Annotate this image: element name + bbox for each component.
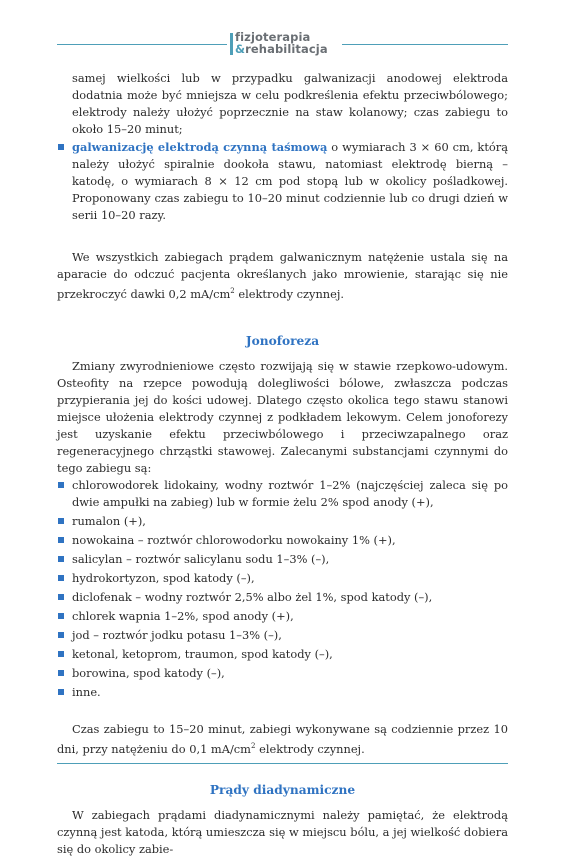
list-item (57, 513, 508, 530)
superscript: 2 (250, 741, 256, 750)
list-item (57, 551, 508, 568)
list-item-text: chlorek wapnia 1–2%, spod anody (+), (72, 608, 294, 623)
section-heading-jonoforeza: Jonoforeza (245, 333, 320, 348)
page-body (57, 70, 508, 858)
bullet-square-icon (58, 670, 64, 676)
bullet-square-icon (58, 613, 64, 619)
list-item-text: diclofenak – wodny roztwór 2,5% albo żel 1%, spod katody (–), (72, 589, 433, 604)
bullet-square-icon (58, 144, 64, 150)
paragraph-jonoforeza-outro (57, 721, 508, 758)
logo-bar (230, 33, 233, 55)
list-item (57, 589, 508, 606)
paragraph-tail: elektrody czynnej. (234, 286, 345, 301)
list-item (57, 477, 508, 511)
bullet-square-icon (58, 482, 64, 488)
bullet-square-icon (58, 556, 64, 562)
paragraph-galwanizacja-dose (57, 249, 508, 303)
journal-logo (230, 31, 338, 57)
bullet-square-icon (58, 632, 64, 638)
list-item (57, 665, 508, 682)
continued-paragraph: samej wielkości lub w przypadku galwanizacji anodowej elektroda dodatnia może być mniejsza w celu podkreślenia efektu przeciwbólowego; elektrody należy ułożyć poprzecznie na staw kolanowy; czas zabiegu to około 15–20 minut; (72, 71, 508, 136)
paragraph-diadynamic: W zabiegach prądami diadynamicznymi należy pamiętać, że elektrodą czynną jest katoda, którą umieszcza się w miejscu bólu, a jej wielkość dobiera się do okolicy zabie- (57, 807, 508, 856)
list-item-text: o wymiarach 3 × 60 cm, którą należy ułożyć spiralnie dookoła stawu, natomiast elektrodę bierną – katodę, o wymiarach 8 × 12 cm pod stopą lub w okolicy pośladkowej. Proponowany czas zabiegu to 10–20 minut codziennie lub co drugi dzień w serii 10–20 razy. (72, 140, 508, 222)
bullet-square-icon (58, 518, 64, 524)
bullet-square-icon (58, 651, 64, 657)
paragraph-jonoforeza-intro: Zmiany zwyrodnieniowe często rozwijają się w stawie rzepkowo-udowym. Osteofity na rzepce powodują dolegliwości bólowe, zwłaszcza podczas przypierania jej do kości udowej. Dlatego często okolica tego stawu stanowi miejsce ułożenia elektrody czynnej z podkładem lekowym. Celem jonoforezy jest uzyskanie efektu przeciwbólowego i przeciwzapalnego oraz regeneracyjnego chrząstki stawowej. Zalecanymi substancjami czynnymi do tego zabiegu są: (57, 358, 508, 475)
header-rule-left (57, 44, 227, 45)
list-item-text: chlorowodorek lidokainy, wodny roztwór 1–2% (najczęściej zaleca się po dwie ampułki na zabieg) lub w formie żelu 2% spod anody (+), (72, 477, 508, 509)
paragraph-tail: elektrody czynnej. (255, 741, 365, 756)
logo-line-2-text: rehabilitacja (245, 42, 328, 56)
list-item (57, 532, 508, 549)
bullet-square-icon (58, 575, 64, 581)
list-item (57, 646, 508, 663)
list-item-text: ketonal, ketoprom, traumon, spod katody (–), (72, 646, 333, 661)
list-item (57, 684, 508, 701)
paragraph-text: Czas zabiegu to 15–20 minut, zabiegi wykonywane są codziennie przez 10 dni, przy natężeniu do 0,1 mA/cm (57, 721, 508, 756)
substances-list (57, 477, 508, 701)
list-item-text: rumalon (+), (72, 513, 146, 528)
list-item-text: borowina, spod katody (–), (72, 665, 225, 680)
bullet-square-icon (58, 537, 64, 543)
list-item-text: jod – roztwór jodku potasu 1–3% (–), (72, 627, 282, 642)
list-item-text: nowokaina – roztwór chlorowodorku nowokainy 1% (+), (72, 532, 396, 547)
highlighted-term: galwanizację elektrodą czynną taśmową (72, 140, 328, 154)
list-item (57, 608, 508, 625)
logo-line-2 (235, 43, 328, 55)
bullet-square-icon (58, 594, 64, 600)
list-item-text: hydrokortyzon, spod katody (–), (72, 570, 255, 585)
list-item-text: inne. (72, 684, 101, 699)
section-heading-diadynamic: Prądy diadynamiczne (209, 782, 356, 797)
logo-ampersand: & (235, 42, 246, 56)
list-item-text: salicylan – roztwór salicylanu sodu 1–3% (–), (72, 551, 330, 566)
header-rule-right (342, 44, 508, 45)
footer-rule (57, 763, 508, 764)
logo-line-1: fizjoterapia (235, 30, 311, 44)
superscript: 2 (230, 287, 235, 295)
list-item (57, 627, 508, 644)
list-item (57, 139, 508, 224)
galwanizacja-list (57, 139, 508, 224)
paragraph-text: We wszystkich zabiegach prądem galwanicznym natężenie ustala się na aparacie do odczuć pacjenta określanych jako mrowienie, starając się nie przekroczyć dawki 0,2 mA/cm (57, 250, 508, 301)
list-item (57, 570, 508, 587)
bullet-square-icon (58, 689, 64, 695)
